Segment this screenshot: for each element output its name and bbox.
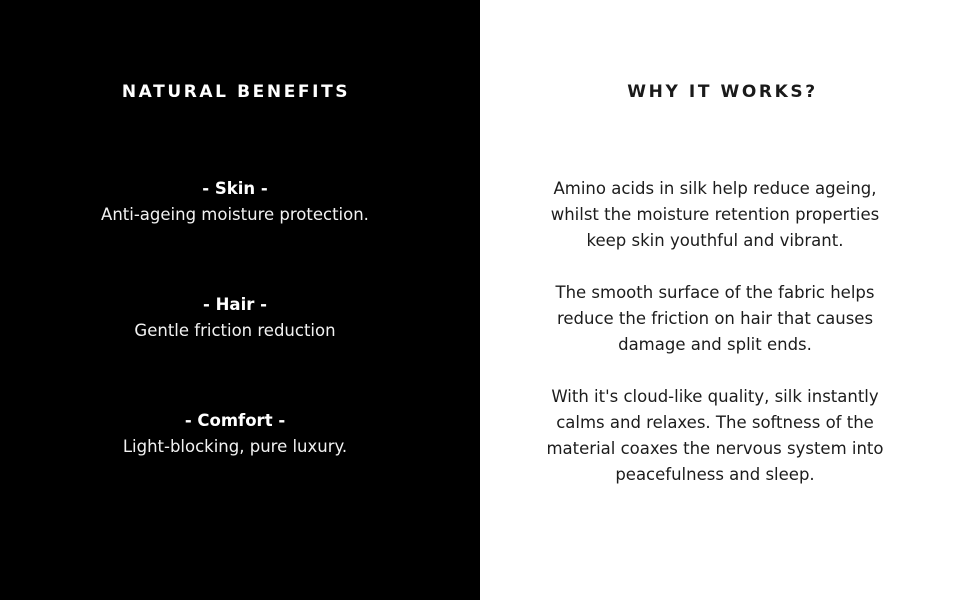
explanation-comfort: With it's cloud-like quality, silk instantly calms and relaxes. The softness of the material coaxes the nervous system into peacefulness and sleep. [546, 387, 884, 484]
benefit-skin-title: - Skin - [202, 179, 268, 198]
benefit-comfort-title: - Comfort - [184, 411, 286, 430]
benefit-hair [0, 292, 480, 344]
benefit-comfort-description: Light-blocking, pure luxury. [122, 437, 348, 456]
benefit-hair-title: - Hair - [203, 295, 267, 314]
natural-benefits-panel [0, 0, 480, 600]
benefit-skin-description: Anti-ageing moisture protection. [101, 205, 369, 224]
benefit-skin [0, 176, 480, 228]
why-it-works-heading: WHY IT WORKS? [627, 82, 818, 102]
natural-benefits-heading: NATURAL BENEFITS [121, 82, 351, 102]
explanation-skin: Amino acids in silk help reduce ageing, whilst the moisture retention properties keep skin youthful and vibrant. [550, 179, 880, 250]
why-it-works-panel [480, 0, 970, 600]
benefit-comfort [0, 408, 480, 460]
explanation-text [542, 176, 888, 514]
explanation-hair: The smooth surface of the fabric helps reduce the friction on hair that causes damage and split ends. [555, 283, 875, 354]
benefit-hair-description: Gentle friction reduction [134, 321, 336, 340]
